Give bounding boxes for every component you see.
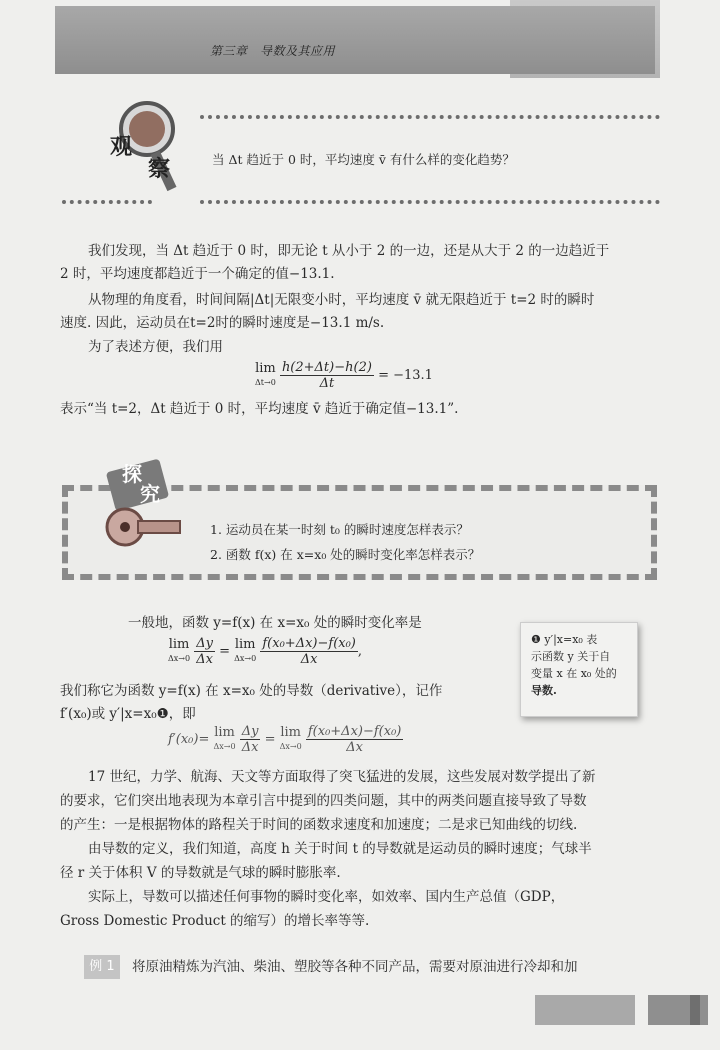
paragraph-2-line-2: 速度. 因此，运动员在t=2时的瞬时速度是−13.1 m/s. (60, 315, 385, 331)
history-line-7: Gross Domestic Product 的缩写）的增长率等等. (60, 913, 370, 929)
formula-numerator: f(x₀+Δx)−f(x₀) (262, 636, 356, 651)
formula-denominator: Δt (319, 376, 335, 391)
formula-limit-velocity (255, 360, 433, 391)
paragraph-2-line-1: 从物理的角度看，时间间隔|Δt|无限变小时，平均速度 v̄ 就无限趋近于 t=2 时的瞬时 (88, 292, 595, 308)
footer-decoration-left (535, 995, 635, 1025)
side-note-line-1: ❶ y′|x=x₀ 表 (531, 633, 598, 646)
history-line-3: 的产生：一是根据物体的路程关于时间的函数求速度和加速度；二是求已知曲线的切线. (60, 817, 578, 833)
formula-numerator: f(x₀+Δx)−f(x₀) (307, 724, 402, 739)
paragraph-1-line-2: 2 时，平均速度都趋近于一个确定的值−13.1. (60, 266, 335, 282)
history-line-1: 17 世纪，力学、航海、天文等方面取得了突飞猛进的发展，这些发展对数学提出了新 (88, 769, 596, 785)
chapter-title: 第三章 导数及其应用 (210, 44, 336, 58)
formula-denominator: Δx (346, 740, 363, 755)
side-note-line-3: 变量 x 在 x₀ 处的 (531, 667, 617, 680)
observe-top-divider (200, 115, 660, 119)
formula-numerator: h(2+Δt)−h(2) (281, 360, 372, 375)
paragraph-3: 为了表述方便，我们用 (88, 339, 223, 355)
definition-naming-line-2: f′(x₀)或 y′|x=x₀❶，即 (60, 706, 196, 722)
footer-decoration-edge (690, 995, 700, 1025)
formula-lim-sub: Δx→0 (213, 741, 236, 751)
definition-naming-line-1: 我们称它为函数 y=f(x) 在 x=x₀ 处的导数（derivative），记作 (60, 683, 443, 699)
formula-lim: lim (234, 636, 256, 652)
formula-lhs-denominator: Δx (241, 740, 259, 755)
formula-derivative-definition: lim Δx→0 $\frac{\Delta y}{\Delta x}$ = lim Δx→0 $\frac{\text{f(x₀+Δx)−f(x₀)}}{\Delta x}$ , (168, 636, 363, 667)
formula-lhs-numerator: Δy (241, 724, 259, 739)
side-note-line-4: 导数. (531, 684, 557, 697)
definition-intro: 一般地，函数 y=f(x) 在 x=x₀ 处的瞬时变化率是 (128, 615, 422, 631)
explore-question-1: 1. 运动员在某一时刻 t₀ 的瞬时速度怎样表示？ (210, 522, 469, 537)
history-line-2: 的要求，它们突出地表现为本章引言中提到的四类问题，其中的两类问题直接导致了导数 (60, 793, 587, 809)
observe-question: 当 Δt 趋近于 0 时，平均速度 v̄ 有什么样的变化趋势？ (212, 152, 515, 167)
formula-lim-sub: Δx→0 (279, 741, 302, 751)
formula-lim: lim (168, 636, 190, 652)
explore-badge-char-1: 探 (122, 462, 142, 486)
formula-lhs: f′(x₀)= (168, 732, 210, 747)
formula-lhs-numerator: Δy (196, 636, 213, 651)
example-text: 将原油精炼为汽油、柴油、塑胶等各种不同产品，需要对原油进行冷却和加 (132, 959, 578, 975)
side-note-line-2: 示函数 y 关于自 (531, 650, 611, 663)
formula-rhs: = −13.1 (378, 368, 433, 383)
history-line-6: 实际上，导数可以描述任何事物的瞬时变化率，如效率、国内生产总值（GDP， (88, 889, 565, 905)
formula-denominator: Δx (300, 652, 318, 667)
formula-lim-sub: Δt→0 (255, 377, 276, 387)
explore-question-2: 2. 函数 f(x) 在 x=x₀ 处的瞬时变化率怎样表示？ (210, 547, 481, 562)
observe-bottom-divider (200, 200, 660, 204)
history-line-4: 由导数的定义，我们知道，高度 h 关于时间 t 的导数就是运动员的瞬时速度；气球半 (88, 841, 592, 857)
paragraph-1-line-1: 我们发现，当 Δt 趋近于 0 时，即无论 t 从小于 2 的一边，还是从大于 2 的一边趋近于 (88, 243, 610, 259)
observe-badge-char-1: 观 (110, 134, 133, 160)
formula-lim: lim (214, 724, 235, 740)
history-line-5: 径 r 关于体积 V 的导数就是气球的瞬时膨胀率. (60, 865, 341, 881)
observe-left-divider (62, 200, 152, 204)
paragraph-4: 表示“当 t=2，Δt 趋近于 0 时，平均速度 v̄ 趋近于确定值−13.1”. (60, 401, 459, 417)
example-label: 例 1 (84, 955, 120, 979)
side-note (520, 622, 638, 717)
explore-badge-char-2: 究 (140, 482, 160, 506)
formula-lhs-denominator: Δx (196, 652, 213, 667)
observe-badge-char-2: 察 (148, 156, 171, 182)
formula-lim: lim (255, 360, 276, 376)
formula-derivative-notation: f′(x₀)= lim Δx→0 $\frac{\Delta y}{\Delta x}$ = lim Δx→0 $\frac{\text{f(x₀+Δx)−f(x₀)}}{\Delta x}$ (168, 724, 402, 755)
chapter-header-bar (55, 6, 655, 74)
formula-lim-sub: Δx→0 (234, 653, 257, 663)
formula-lim-sub: Δx→0 (168, 653, 191, 663)
formula-lim: lim (280, 724, 301, 740)
